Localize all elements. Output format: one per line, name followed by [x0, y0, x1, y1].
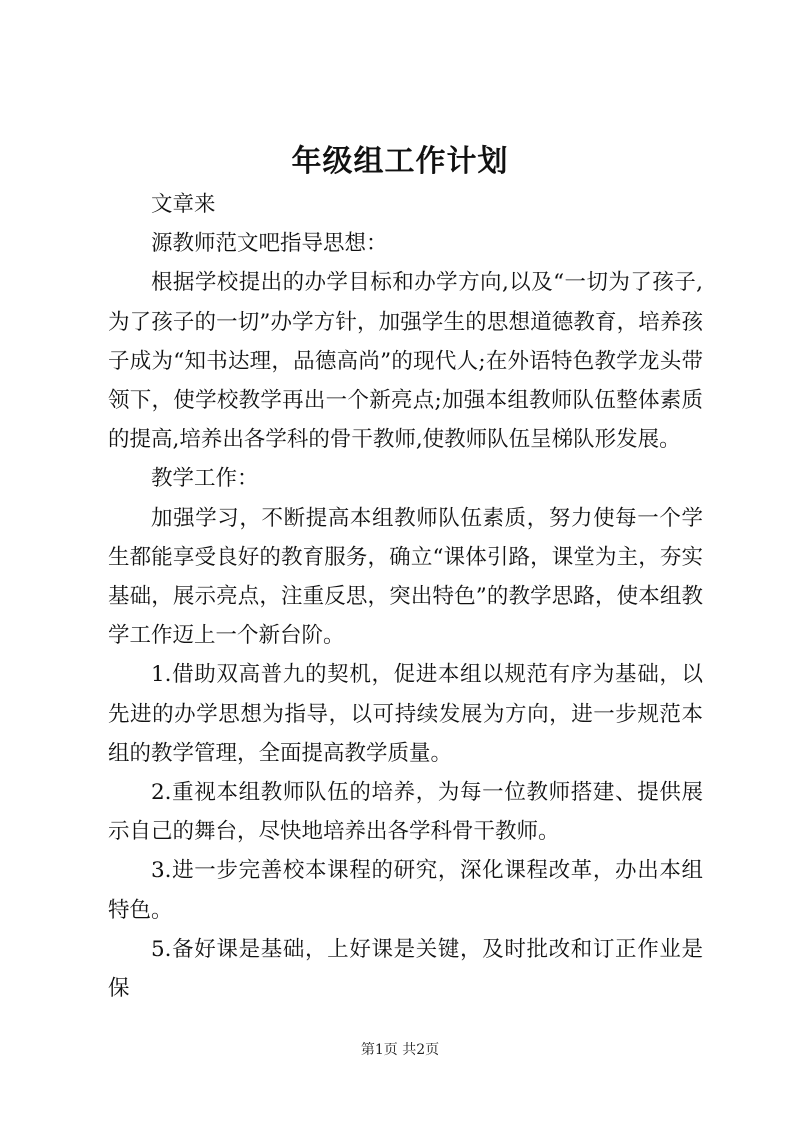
body-paragraph-guiding-thought: 根据学校提出的办学目标和办学方向,以及“一切为了孩子,为了孩子的一切”办学方针，加强学生的思想道德教育，培养孩子成为“知书达理，品德高尚”的现代人;在外语特色教学龙头带领下，使学校教学再出一个新亮点;加强本组教师队伍整体素质的提高,培养出各学科的骨干教师,使教师队伍呈梯队形发展。	[108, 270, 703, 453]
body-paragraph-item-5: 5.备好课是基础，上好课是关键，及时批改和订正作业是保	[108, 936, 703, 1002]
page-footer: 第1页 共2页	[360, 1042, 440, 1058]
body-paragraph-teaching-intro: 加强学习，不断提高本组教师队伍素质，努力使每一个学生都能享受良好的教育服务，确立“课体引路，课堂为主，夯实基础，展示亮点，注重反思，突出特色”的教学思路，使本组教学工作迈上一个新台阶。	[108, 505, 703, 649]
body-paragraph-source-label: 文章来	[151, 192, 216, 217]
body-paragraph-item-2: 2.重视本组教师队伍的培养，为每一位教师搭建、提供展示自己的舞台，尽快地培养出各学科骨干教师。	[108, 780, 703, 845]
body-paragraph-item-3: 3.进一步完善校本课程的研究，深化课程改革，办出本组特色。	[108, 858, 703, 923]
document-title: 年级组工作计划	[291, 144, 509, 179]
body-paragraph-teaching-heading: 教学工作：	[151, 466, 259, 492]
body-paragraph-item-1: 1.借助双高普九的契机，促进本组以规范有序为基础，以先进的办学思想为指导，以可持续发展为方向，进一步规范本组的教学管理，全面提高教学质量。	[108, 662, 703, 766]
body-paragraph-guiding-thought-heading: 源教师范文吧指导思想：	[151, 231, 388, 257]
document-body	[108, 185, 703, 1008]
